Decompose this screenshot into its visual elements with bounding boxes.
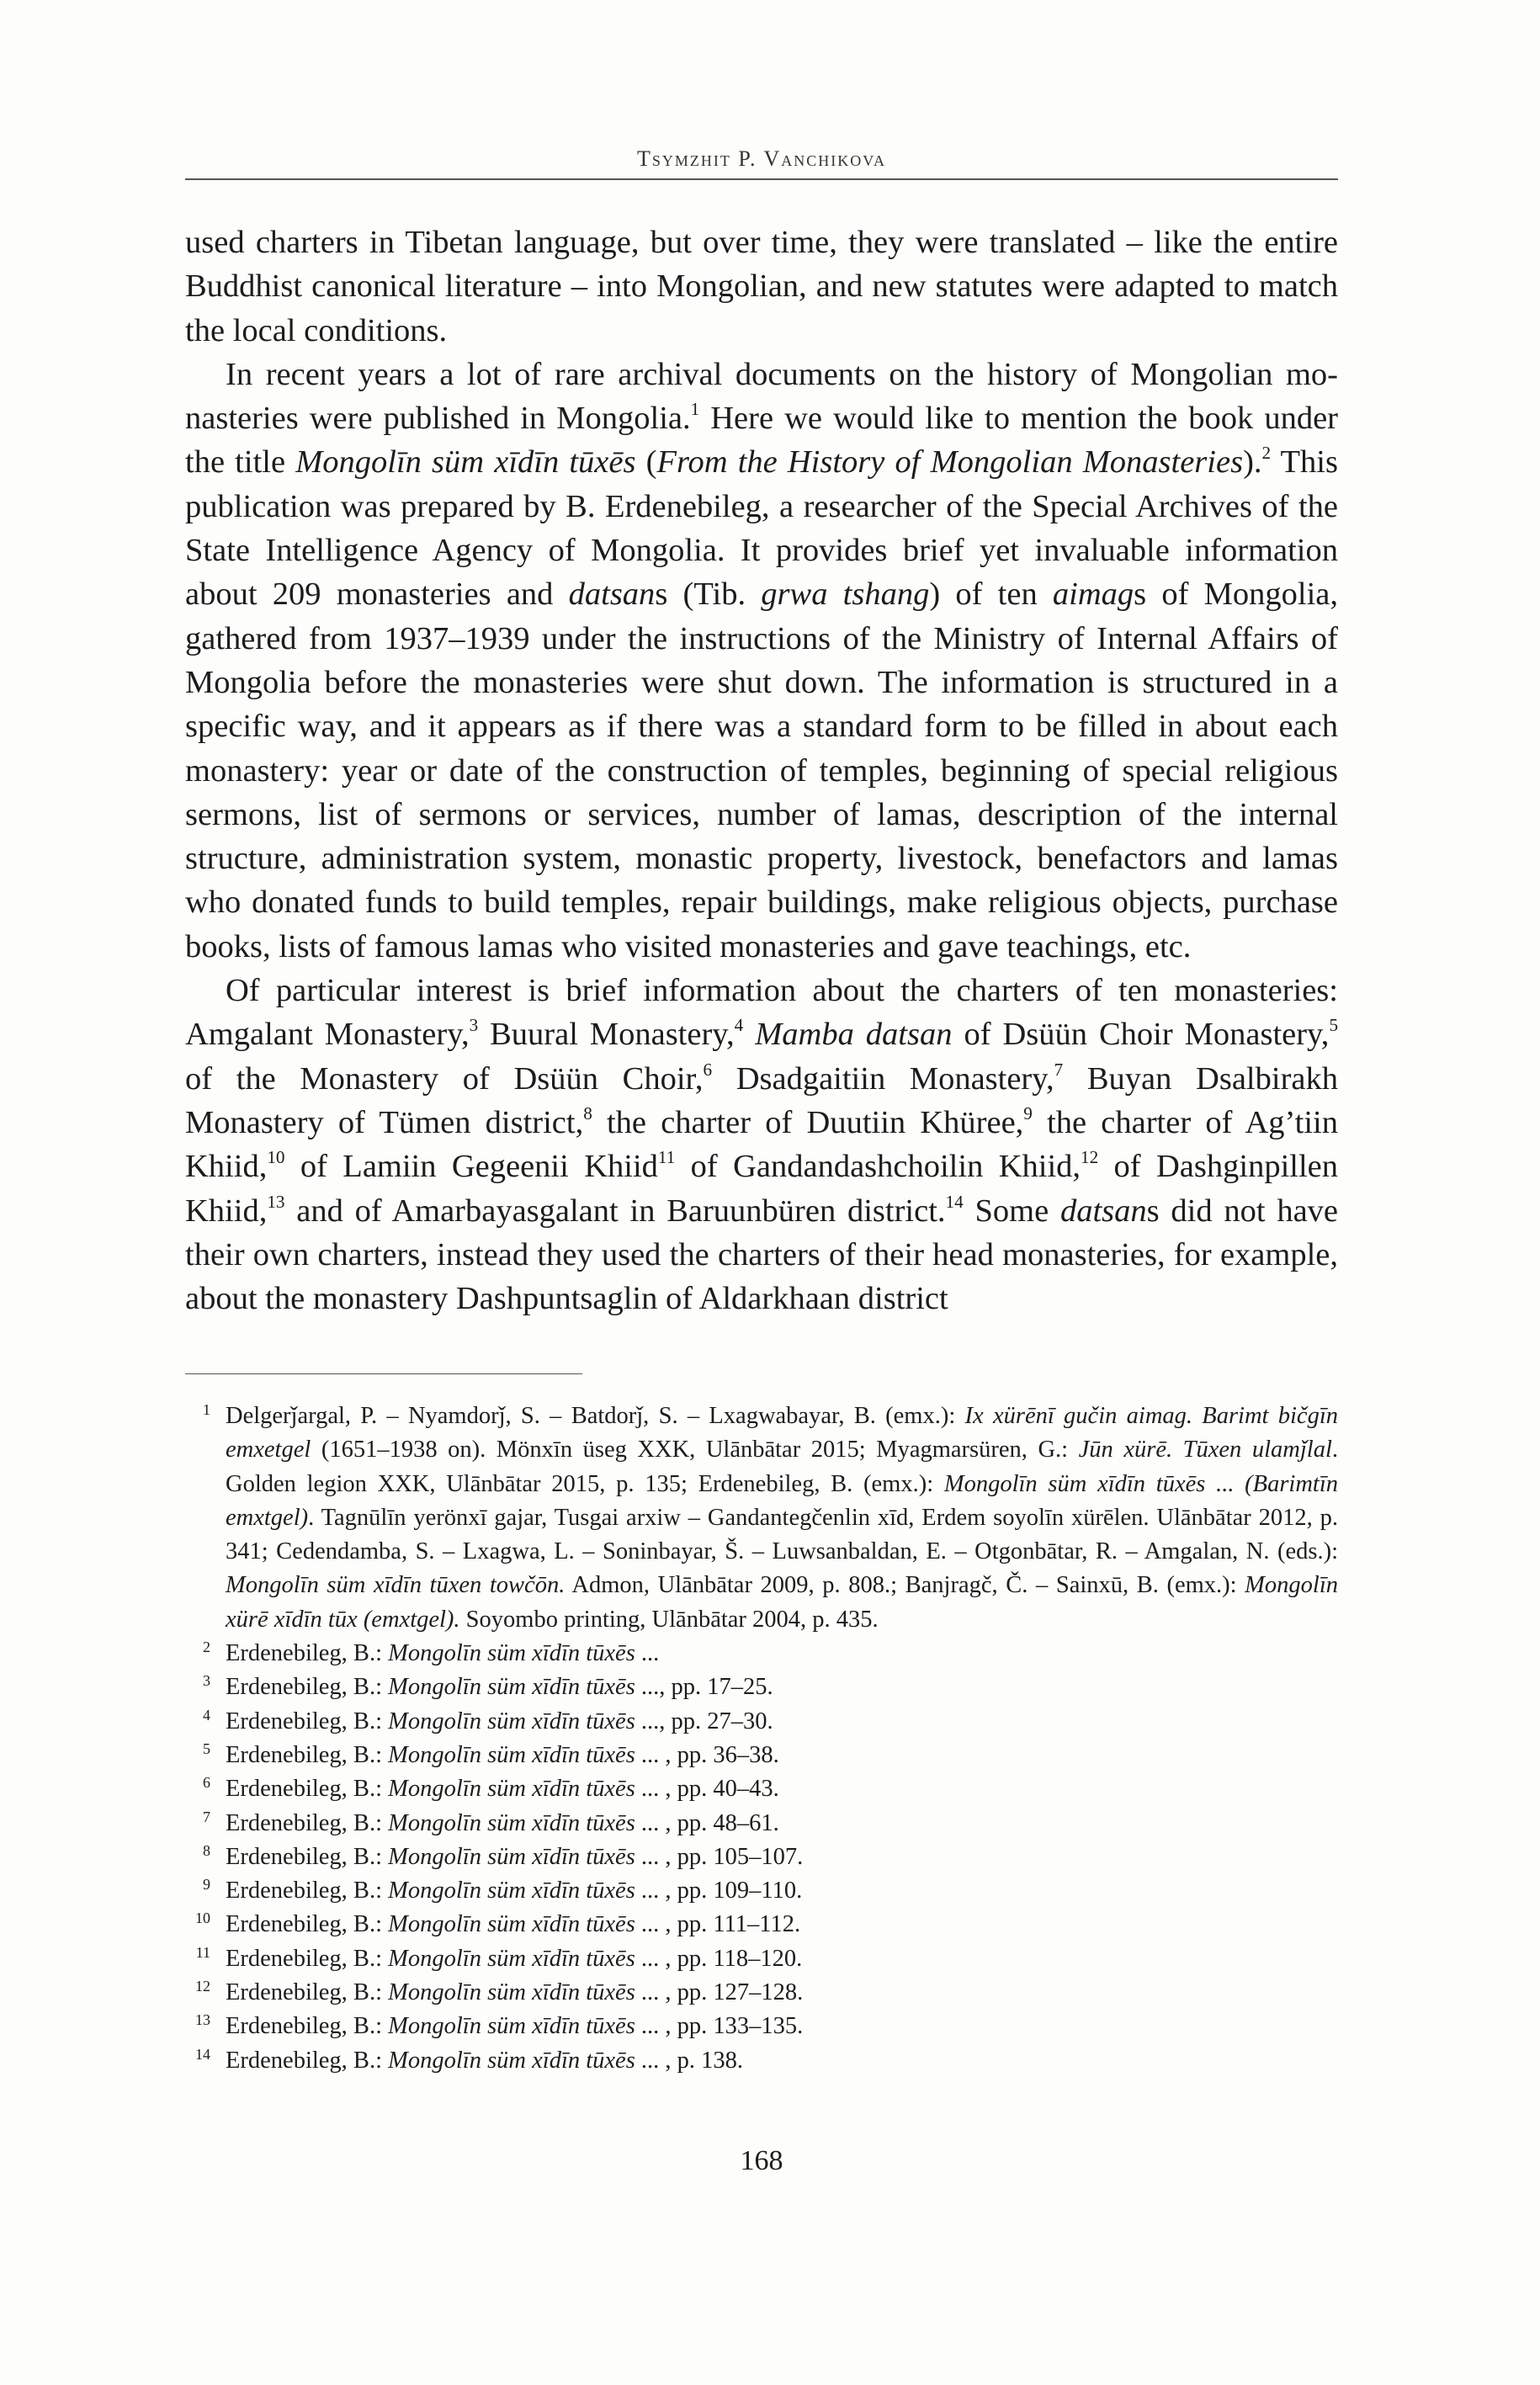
text-run: Erdenebileg, B.: [226,2047,389,2074]
text-run: ... , pp. 133–135. [635,2013,804,2040]
header-rule [185,178,1338,180]
footnote-item [185,1942,1338,1976]
text-run: Erdenebileg, B.: [226,1708,389,1734]
italic-title: aimag [1052,576,1134,613]
text-run: ... , p. 138. [635,2047,744,2074]
text-run: Here we would like to mention the book under the title [185,401,1338,481]
text-run: Erdenebileg, B.: [226,1640,389,1667]
footnote-number: 14 [195,2045,210,2063]
text-run: ... , pp. 48–61. [635,1809,779,1836]
text-run: Admon, Ulānbātar 2009, p. 808.; Banjragč, Č. – Sainxū, B. (emx.): [565,1572,1245,1599]
footnote-number: 1 [203,1401,210,1418]
italic-title: Mongolīn süm xīdīn tūxēs [388,1878,635,1904]
italic-title: Mongolīn süm xīdīn tūxēs [388,2047,635,2074]
text-run: ( [635,444,657,481]
italic-title: Mongolīn xürē xīdīn tūx (emxtgel). [226,1572,1338,1633]
footnote-ref: 7 [1054,1059,1064,1080]
text-run: Erdenebileg, B.: [226,1776,389,1803]
footnote-number: 7 [203,1808,210,1825]
text-run: of Lamiin Gegeenii Khiid [284,1149,658,1185]
footnote-number: 4 [203,1706,210,1724]
text-run: ... [635,1640,660,1667]
text-run: s of Mongolia, gathered from 1937–1939 under the instructions of the Ministry of Internal Affairs of Mongolia before the monasteries were shut down. The information is structured in a specific way, and it appears as if there was a standard form to be filled in about each monastery: year or date of the construction of temples, beginning of special religious sermons, list of sermons or services, number of lamas, description of the internal structure, administration system, monastic property, livestock, benefactors and lamas who donated funds to build temples, repair buildings, make religious objects, purchase books, lists of famous lamas who visited monasteries and gave teachings, etc. [185,576,1338,964]
text-run: Erdenebileg, B.: [226,1741,389,1768]
paragraph [185,220,1338,353]
text-run: s (Tib. [655,576,762,613]
italic-title: Mamba datsan [755,1017,953,1053]
footnote-ref: 3 [469,1015,479,1036]
footnote-item [185,1400,1338,1637]
footnote-item [185,1976,1338,2010]
footnote-ref: 8 [583,1103,592,1124]
text-run: Erdenebileg, B.: [226,1911,389,1938]
italic-title: Mongolīn süm xīdīn tūxēs [388,1674,635,1701]
text-run: of Dsüün Choir Monastery, [952,1017,1330,1053]
body-text [185,220,1338,1320]
text-run: In recent years a lot of rare archival documents on the history of Mongolian monasteries were published in Mongolia. [185,356,1338,437]
text-run: Buyan Dsalbirakh Monastery of Tümen district, [185,1060,1338,1140]
text-run: . Golden legion XXK, Ulānbātar 2015, p. 135; Erdenebileg, B. (emx.): [226,1437,1338,1497]
footnote-ref: 12 [1081,1147,1099,1168]
text-run: ) of ten [929,576,1053,613]
footnote-item [185,2044,1338,2078]
text-run: ... , pp. 127–128. [635,1979,804,2006]
footnote-number: 3 [203,1672,210,1690]
footnote-item [185,1772,1338,1806]
footnote-ref: 2 [1261,443,1272,464]
footnote-rule [185,1373,582,1374]
text-run [743,1017,755,1052]
footnotes [185,1400,1338,2078]
text-run: Erdenebileg, B.: [226,1843,389,1870]
italic-title: Mongolīn süm xīdīn tūxēs [388,1640,635,1667]
italic-title: Mongolīn süm xīdīn tūxēs [388,1776,635,1803]
italic-title: Mongolīn süm xīdīn tūxēs [388,1708,635,1734]
text-run: ... , pp. 40–43. [635,1776,779,1803]
footnote-number: 2 [203,1639,210,1656]
italic-title: Mongolīn süm xīdīn tūxēs [295,444,636,481]
italic-title: Mongolīn süm xīdīn tūxēs [388,1979,635,2006]
text-run: Of particular interest is brief information about the charters of ten monasteries: Amgalant Monastery, [185,973,1338,1053]
text-run: . Tagnūlīn yerönxī gajar, Tusgai arxiw – Gandantegčenlin xīd, Erdem soyolīn xürēlen. Ulānbātar 2012, p. 341; Cedendamba, S. – Lxagwa, L. – Soninbayar, Š. – Luwsanbaldan, E. – Otgonbātar, R. – Amgalan, N. (eds.): [226,1504,1338,1565]
footnote-number: 5 [203,1740,210,1757]
text-run: Some [963,1192,1060,1229]
footnote-ref: 11 [657,1147,676,1168]
text-run: of Gandandashchoilin Khiid, [675,1149,1081,1185]
footnote-ref: 1 [690,399,700,420]
footnote-item [185,1739,1338,1772]
text-run: (1651–1938 on). Mönxīn üseg XXK, Ulānbātar 2015; Myagmarsüren, G.: [311,1437,1079,1463]
text-run: Erdenebileg, B.: [226,1878,389,1904]
italic-title: datsan [1059,1192,1147,1229]
footnote-ref: 13 [267,1191,285,1212]
footnote-ref: 4 [734,1015,744,1036]
italic-title: From the History of Mongolian Monasteries [656,444,1244,481]
text-run: ... , pp. 105–107. [635,1843,804,1870]
text-run: and of Amarbayasgalant in Baruunbüren district. [284,1192,946,1229]
italic-title: Mongolīn süm xīdīn tūxēs [388,1741,635,1768]
text-run: of Dashginpillen Khiid, [185,1149,1338,1229]
text-run: s did not have their own charters, instead they used the charters of their head monasteries, for example, about the monastery Dashpuntsaglin of Aldarkhaan district [185,1192,1338,1317]
footnote-ref: 6 [703,1059,713,1080]
text-run: This publication was prepared by B. Erdenebileg, a researcher of the Special Archives of the State Intelligence Agency of Mongolia. It provides brief yet invaluable information about 209 monasteries and [185,444,1338,613]
paragraph [185,353,1338,969]
footnote-number: 9 [203,1876,210,1894]
footnote-ref: 5 [1329,1015,1339,1036]
footnote-item [185,1705,1338,1739]
footnote-item [185,1841,1338,1874]
text-run: Erdenebileg, B.: [226,1979,389,2006]
text-run: Erdenebileg, B.: [226,1674,389,1701]
text-run: Dsadgaitiin Monastery, [712,1060,1054,1097]
italic-title: Mongolīn süm xīdīn tūxēs [388,1911,635,1938]
footnote-number: 13 [195,2011,210,2029]
footnote-number: 11 [195,1943,210,1961]
text-run: of the Monastery of Dsüün Choir, [185,1060,704,1097]
text-run: Erdenebileg, B.: [226,1945,389,1972]
italic-title: Mongolīn süm xīdīn tūxēs [388,1945,635,1972]
italic-title: Ix xürēnī gučin aimag. Barimt bičgīn emxetgel [226,1403,1338,1463]
paragraph [185,969,1338,1320]
footnote-number: 6 [203,1774,210,1792]
footnote-ref: 10 [267,1147,285,1168]
text-run: ). [1243,444,1262,481]
footnote-item [185,2010,1338,2043]
text-run: Buural Monastery, [478,1017,735,1053]
text-run: Soyombo printing, Ulānbātar 2004, p. 435. [459,1606,879,1633]
italic-title: Mongolīn süm xīdīn tūxēs [388,1843,635,1870]
text-run: Erdenebileg, B.: [226,1809,389,1836]
text-run: ... , pp. 111–112. [635,1911,801,1938]
text-run: the charter of Duutiin Khüree, [592,1104,1024,1140]
footnote-item [185,1874,1338,1908]
footnote-item [185,1807,1338,1841]
italic-title: Mongolīn süm xīdīn tūxēs ... (Barimtīn emxtgel) [226,1470,1338,1531]
footnote-item [185,1671,1338,1704]
text-run: ..., pp. 27–30. [635,1708,773,1734]
footnote-number: 10 [195,1910,210,1927]
italic-title: datsan [568,576,656,613]
footnote-item [185,1637,1338,1671]
text-run: ..., pp. 17–25. [635,1674,773,1701]
footnote-ref: 9 [1023,1103,1033,1124]
footnote-item [185,1908,1338,1941]
text-run: ... , pp. 109–110. [635,1878,803,1904]
text-run: used charters in Tibetan language, but over time, they were translated – like the entire Buddhist canonical literature – into Mongolian, and new statutes were adapted to match the local conditions. [185,225,1338,348]
footnote-number: 8 [203,1841,210,1859]
footnote-number: 12 [195,1978,210,1995]
page-number: 168 [740,2145,783,2176]
text-run: Delgerǰargal, P. – Nyamdorǰ, S. – Batdorǰ, S. – Lxagwabayar, B. (emx.): [226,1403,965,1429]
italic-title: Mongolīn süm xīdīn tūxēs [388,1809,635,1836]
text-run: Erdenebileg, B.: [226,2013,389,2040]
running-head: Tsymzhit P. Vanchikova [637,146,886,171]
italic-title: Mongolīn süm xīdīn tūxēs [388,2013,635,2040]
italic-title: grwa tshang [761,576,930,613]
italic-title: Mongolīn süm xīdīn tūxen towčōn. [226,1572,566,1599]
text-run: ... , pp. 118–120. [635,1945,803,1972]
text-run: ... , pp. 36–38. [635,1741,779,1768]
text-run: the charter of Ag’tiin Khiid, [185,1104,1338,1185]
italic-title: Jūn xürē. Tūxen ulamǰlal [1078,1437,1332,1463]
footnote-ref: 14 [945,1191,964,1212]
